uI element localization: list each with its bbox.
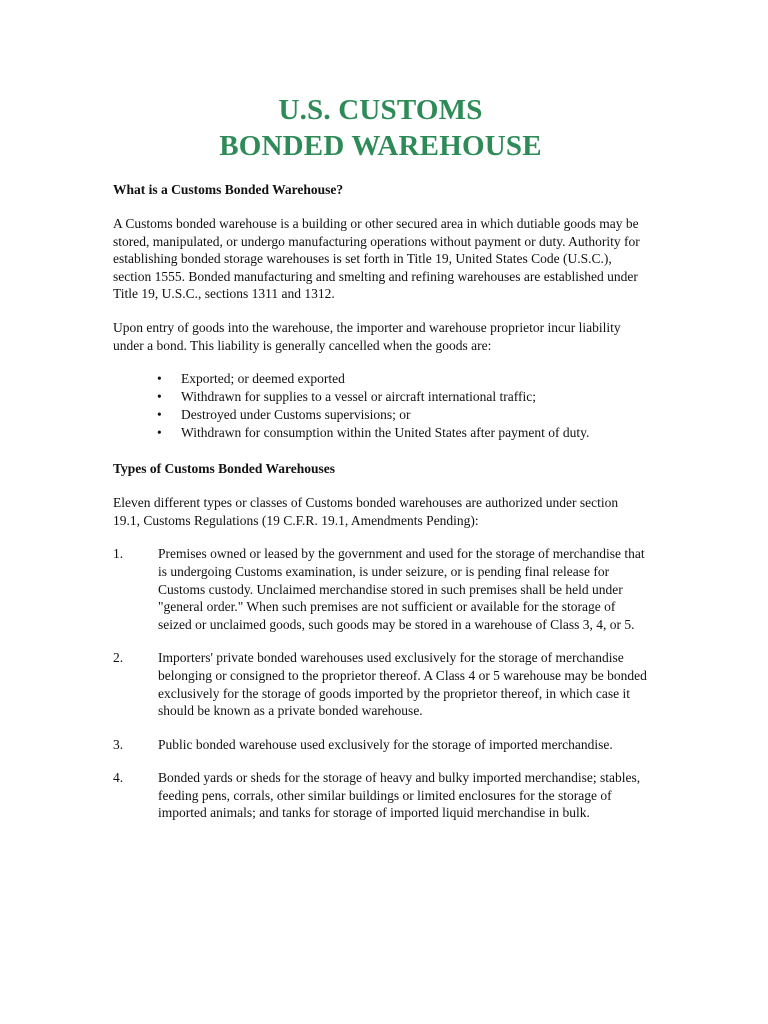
numbered-item — [113, 649, 648, 719]
section-heading-what-is: What is a Customs Bonded Warehouse? — [113, 182, 344, 197]
bullet-item — [157, 424, 648, 442]
bullet-text: Withdrawn for supplies to a vessel or aircraft international traffic; — [181, 389, 536, 405]
paragraph-definition: A Customs bonded warehouse is a building or other secured area in which dutiable goods may be stored, manipulated, or undergo manufacturing operations without payment or duty. Authority for establishing bonded storage warehouses is set forth in Title 19, United States Code (U.S.C.), section 1555. Bonded manufacturing and smelting and refining warehouses are established under Title 19, U.S.C., sections 1311 and 1312. — [113, 216, 640, 302]
numbered-list — [113, 545, 648, 822]
bullet-text: Destroyed under Customs supervisions; or — [181, 407, 411, 423]
bullet-item — [157, 406, 648, 424]
bullet-item — [157, 388, 648, 406]
item-text: Premises owned or leased by the government and used for the storage of merchandise that is undergoing Customs examination, is under seizure, or is pending final release for Customs custody. Unclaimed merchandise stored in such premises shall be held under "general order." When such premises are not sufficient or available for the storage of seized or unclaimed goods, such goods may be stored in a warehouse of Class 3, 4, or 5. — [158, 546, 645, 632]
item-number: 2. — [113, 650, 124, 666]
item-number: 3. — [113, 736, 124, 752]
page-title — [113, 92, 648, 164]
item-number: 1. — [113, 546, 124, 562]
item-text: Public bonded warehouse used exclusively for the storage of imported merchandise. — [158, 736, 613, 752]
title-line-2: BONDED WAREHOUSE — [219, 130, 542, 162]
bullet-icon: • — [157, 389, 162, 405]
bullet-icon: • — [157, 425, 162, 441]
bullet-text: Withdrawn for consumption within the United States after payment of duty. — [181, 425, 590, 441]
item-text: Bonded yards or sheds for the storage of heavy and bulky imported merchandise; stables, feeding pens, corrals, other similar buildings or limited enclosures for the storage of imported animals; and tanks for storage of imported liquid merchandise in bulk. — [158, 770, 641, 821]
item-number: 4. — [113, 770, 124, 786]
paragraph-types-intro: Eleven different types or classes of Customs bonded warehouses are authorized under section 19.1, Customs Regulations (19 C.F.R. 19.1, Amendments Pending): — [113, 495, 619, 528]
bullet-text: Exported; or deemed exported — [181, 371, 345, 387]
numbered-item — [113, 545, 648, 633]
numbered-item — [113, 769, 648, 822]
bullet-item — [157, 370, 648, 388]
bullet-icon: • — [157, 407, 162, 423]
bullet-list — [113, 370, 648, 442]
numbered-item — [113, 736, 648, 754]
bullet-icon: • — [157, 371, 162, 387]
section-heading-types: Types of Customs Bonded Warehouses — [113, 461, 336, 477]
paragraph-liability: Upon entry of goods into the warehouse, the importer and warehouse proprietor incur liability under a bond. This liability is generally cancelled when the goods are: — [113, 319, 621, 353]
title-line-1: U.S. CUSTOMS — [278, 94, 483, 126]
item-text: Importers' private bonded warehouses used exclusively for the storage of merchandise belonging or consigned to the proprietor thereof. A Class 4 or 5 warehouse may be bonded exclusively for the storage of goods imported by the proprietor thereof, in which case it should be known as a private bonded warehouse. — [158, 650, 647, 719]
